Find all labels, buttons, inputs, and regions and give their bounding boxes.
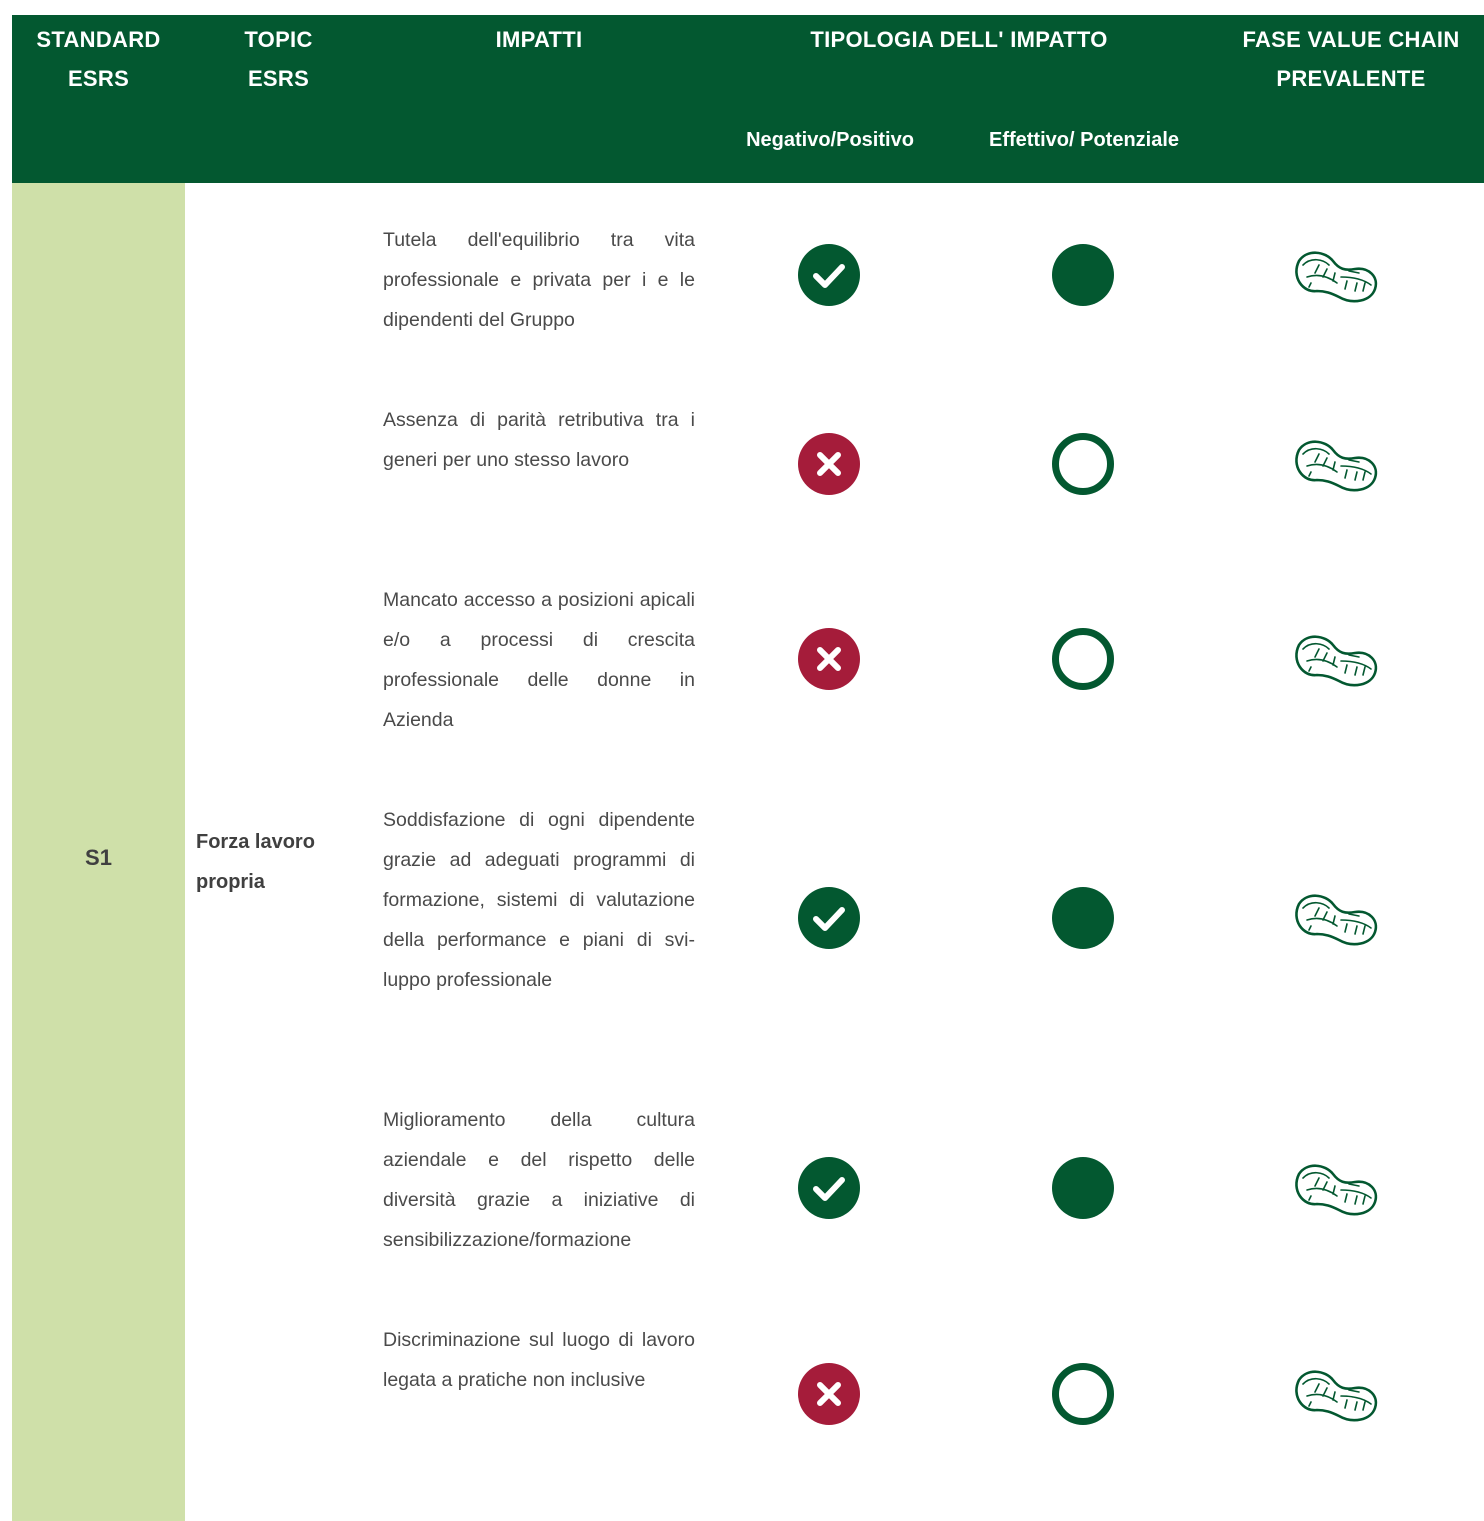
header-standard-line2: ESRS (67, 66, 130, 91)
impact-text: Discriminazione sul luogo di lavoro legata a pratiche non inclusive (383, 1329, 695, 1391)
header-standard-line1: STANDARD (36, 27, 161, 52)
impact-text: Soddisfazione di ogni dipendente grazie ad adeguati programmi di formazione, sistemi di valutazione della performance e piani di sviluppo professionale (383, 809, 695, 991)
header-negativo-positivo: Negativo/Positivo (746, 129, 914, 151)
header-topic-line1: TOPIC (244, 27, 313, 52)
header-impatti: IMPATTI (495, 27, 583, 52)
topic-name (196, 822, 366, 902)
check-circle-icon (797, 243, 861, 307)
x-circle-icon (797, 1362, 861, 1426)
peanut-icon (1289, 247, 1381, 305)
peanut-icon (1289, 631, 1381, 689)
check-circle-icon (797, 886, 861, 950)
hollow-circle-icon (1052, 1363, 1114, 1425)
peanut-icon (1289, 890, 1381, 948)
header-topic-line2: ESRS (247, 66, 310, 91)
filled-circle-icon (1052, 887, 1114, 949)
header-divider (706, 12, 1212, 15)
x-circle-icon (797, 432, 861, 496)
peanut-icon (1289, 1160, 1381, 1218)
filled-circle-icon (1052, 244, 1114, 306)
header-fase (1218, 20, 1484, 98)
header-fase-line2: PREVALENTE (1276, 66, 1426, 91)
header-standard (12, 20, 185, 98)
check-circle-icon (797, 1156, 861, 1220)
impact-text: Miglioramento della cultura aziendale e del rispetto delle diversità grazie a iniziative di sensibilizzazione/formazione (383, 1109, 695, 1251)
header-tipologia: TIPOLOGIA DELL' IMPATTO (810, 27, 1108, 52)
filled-circle-icon (1052, 1157, 1114, 1219)
peanut-icon (1289, 436, 1381, 494)
topic-line1: Forza lavoro (196, 831, 315, 853)
hollow-circle-icon (1052, 433, 1114, 495)
hollow-circle-icon (1052, 628, 1114, 690)
x-circle-icon (797, 627, 861, 691)
impact-text: Assenza di parità retributiva tra i generi per uno stesso lavoro (383, 409, 695, 471)
header-fase-line1: FASE VALUE CHAIN (1242, 27, 1460, 52)
header-effettivo-potenziale: Effettivo/ Potenziale (988, 129, 1180, 151)
topic-line2: propria (196, 871, 265, 893)
standard-code: S1 (85, 845, 112, 870)
impact-text: Tutela dell'equilibrio tra vita professionale e privata per i e le dipendenti del Gruppo (383, 229, 695, 331)
peanut-icon (1289, 1366, 1381, 1424)
header-topic (196, 20, 361, 98)
impact-text: Mancato accesso a posizioni apicali e/o a processi di crescita professionale delle donne in Azienda (383, 589, 695, 731)
